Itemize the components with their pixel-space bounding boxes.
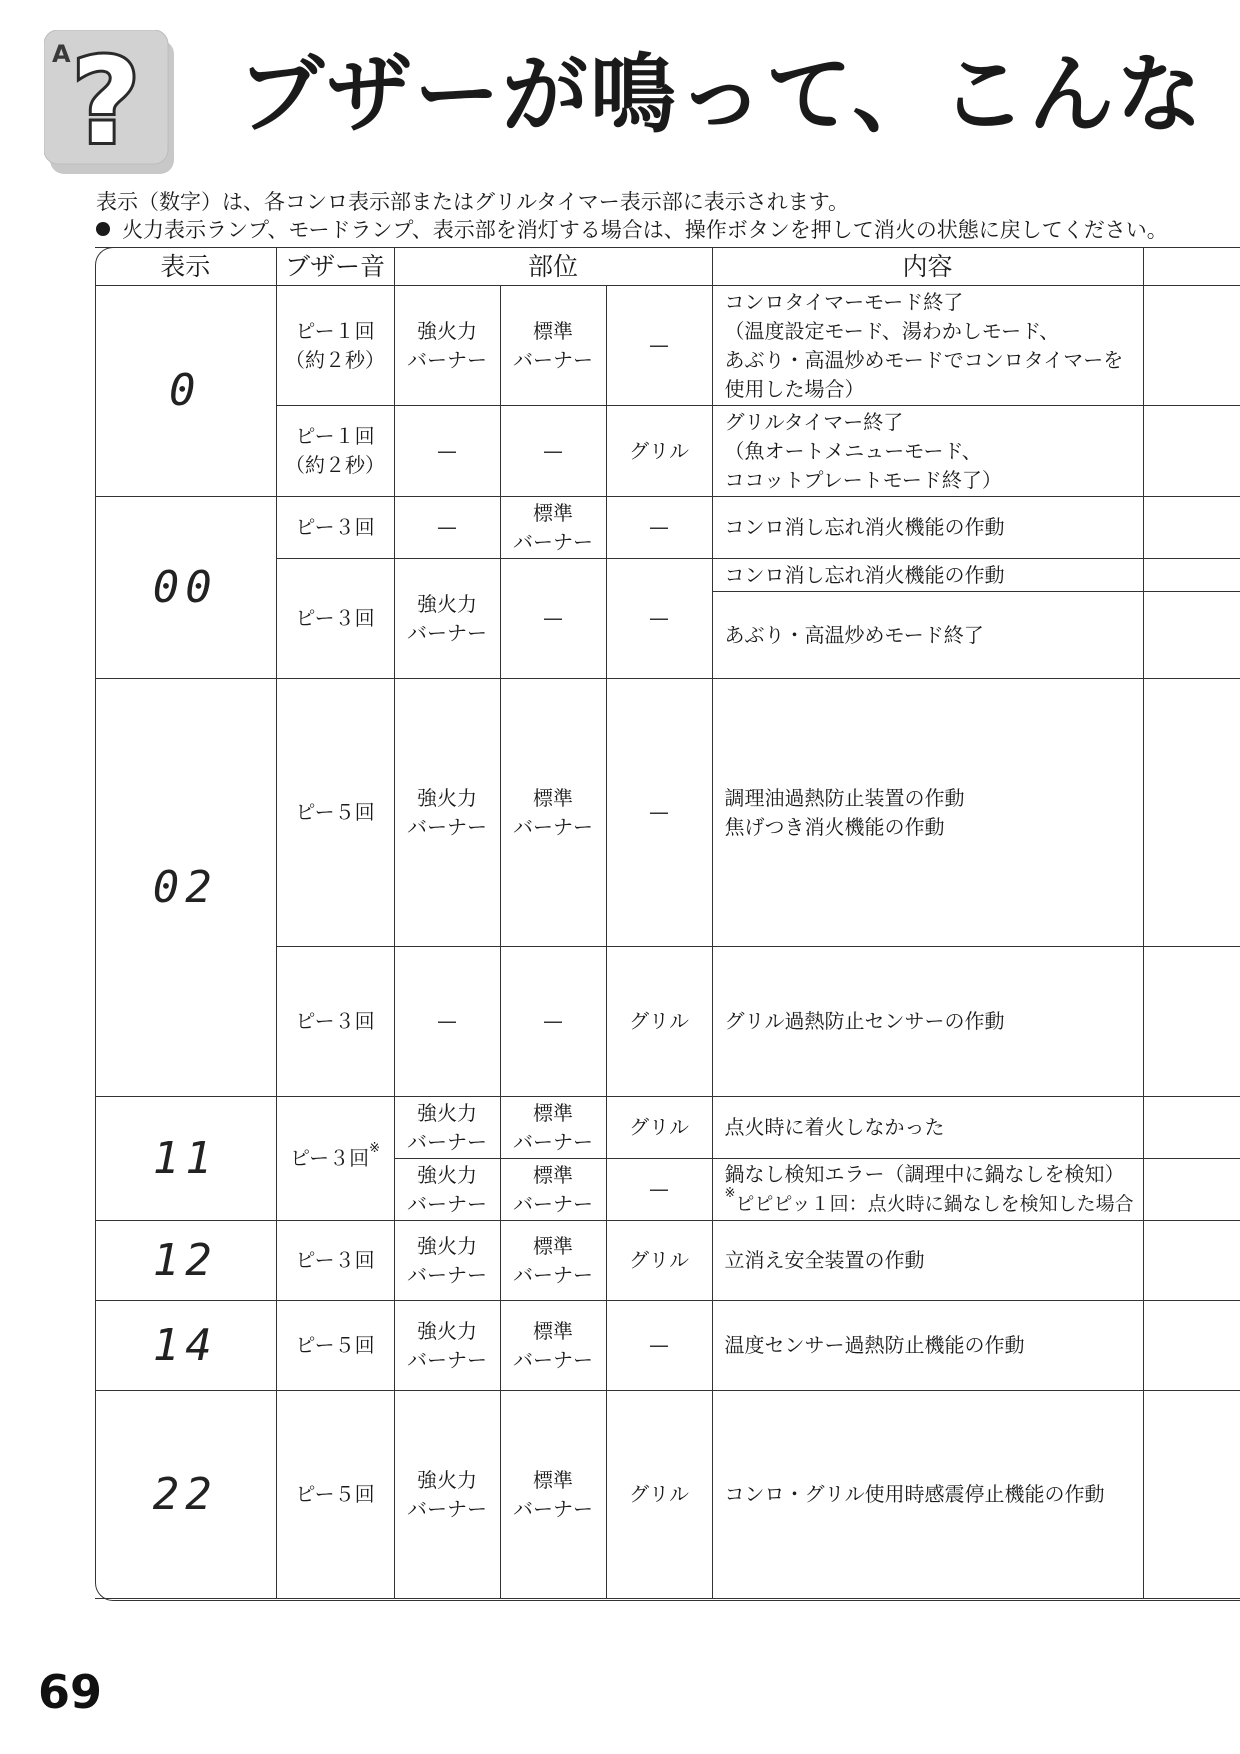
display-code-12: 12: [95, 1221, 276, 1301]
part-grill: —: [606, 286, 712, 406]
part-standard-burner: 標準 バーナー: [500, 679, 606, 947]
table-row: [95, 497, 1240, 559]
buzzer-cell: ピー５回: [276, 679, 394, 947]
part-grill: グリル: [606, 1391, 712, 1599]
extra-cell: [1143, 1221, 1240, 1301]
buzzer-cell: ピー３回※: [276, 1097, 394, 1221]
header-display: 表示: [95, 248, 276, 286]
part-standard-burner: 標準 バーナー: [500, 1097, 606, 1159]
part-standard-burner: 標準 バーナー: [500, 1221, 606, 1301]
part-grill: グリル: [606, 1221, 712, 1301]
table-row: [95, 1301, 1240, 1391]
content-cell: コンロ消し忘れ消火機能の作動: [712, 497, 1143, 559]
display-code-14: 14: [95, 1301, 276, 1391]
buzzer-cell: ピー５回: [276, 1391, 394, 1599]
extra-cell: [1143, 559, 1240, 679]
part-grill: グリル: [606, 947, 712, 1097]
buzzer-cell: ピー１回 （約２秒）: [276, 286, 394, 406]
page-number: 69: [38, 1665, 103, 1719]
part-grill: —: [606, 679, 712, 947]
part-standard-burner: 標準 バーナー: [500, 497, 606, 559]
table-row: [95, 679, 1240, 947]
display-code-22: 22: [95, 1391, 276, 1599]
content-cell: コンロ・グリル使用時感震停止機能の作動: [712, 1391, 1143, 1599]
content-cell: グリル過熱防止センサーの作動: [712, 947, 1143, 1097]
extra-cell: [1143, 1097, 1240, 1159]
extra-cell: [1143, 947, 1240, 1097]
part-standard-burner: —: [500, 406, 606, 497]
header-content: 内容: [712, 248, 1143, 286]
part-standard-burner: 標準 バーナー: [500, 286, 606, 406]
part-grill: —: [606, 1159, 712, 1221]
question-answer-icon: [44, 30, 184, 178]
content-cell: コンロ消し忘れ消火機能の作動 あぶり・高温炒めモード終了: [712, 559, 1143, 679]
part-strong-burner: —: [394, 497, 500, 559]
note-reset-instruction: [96, 214, 1168, 244]
content-cell: 立消え安全装置の作動: [712, 1221, 1143, 1301]
note-reset-text: 火力表示ランプ、モードランプ、表示部を消灯する場合は、操作ボタンを押して消火の状態に戻してください。: [122, 218, 1168, 242]
buzzer-cell: ピー１回 （約２秒）: [276, 406, 394, 497]
part-standard-burner: 標準 バーナー: [500, 1301, 606, 1391]
table-row: [95, 1097, 1240, 1159]
part-standard-burner: 標準 バーナー: [500, 1159, 606, 1221]
part-standard-burner: —: [500, 559, 606, 679]
part-strong-burner: 強火力 バーナー: [394, 1391, 500, 1599]
display-code-02: 02: [95, 679, 276, 1097]
content-cell: 鍋なし検知エラー（調理中に鍋なしを検知） ※ピピピッ１回：点火時に鍋なしを検知した場合: [712, 1159, 1143, 1221]
extra-cell: [1143, 1301, 1240, 1391]
table-row: [95, 1391, 1240, 1599]
part-standard-burner: —: [500, 947, 606, 1097]
buzzer-cell: ピー３回: [276, 497, 394, 559]
part-grill: グリル: [606, 406, 712, 497]
part-strong-burner: 強火力 バーナー: [394, 1097, 500, 1159]
part-grill: グリル: [606, 1097, 712, 1159]
table-row: [95, 1221, 1240, 1301]
part-strong-burner: 強火力 バーナー: [394, 286, 500, 406]
part-strong-burner: —: [394, 947, 500, 1097]
page-title: ブザーが鳴って、こんな: [238, 44, 1205, 145]
part-strong-burner: —: [394, 406, 500, 497]
display-code-11: 11: [95, 1097, 276, 1221]
extra-cell: [1143, 497, 1240, 559]
icon-question-mark: ?: [71, 32, 141, 170]
extra-cell: [1143, 286, 1240, 406]
part-strong-burner: 強火力 バーナー: [394, 559, 500, 679]
part-strong-burner: 強火力 バーナー: [394, 679, 500, 947]
part-grill: —: [606, 1301, 712, 1391]
buzzer-cell: ピー５回: [276, 1301, 394, 1391]
extra-cell: [1143, 1391, 1240, 1599]
buzzer-display-table: [95, 247, 1240, 1599]
header-part: 部位: [394, 248, 712, 286]
content-cell: 調理油過熱防止装置の作動 焦げつき消火機能の作動: [712, 679, 1143, 947]
part-strong-burner: 強火力 バーナー: [394, 1221, 500, 1301]
table-row: [95, 286, 1240, 406]
note-display-location: 表示（数字）は、各コンロ表示部またはグリルタイマー表示部に表示されます。: [96, 190, 850, 214]
icon-letter: A: [52, 40, 71, 68]
extra-cell: [1143, 1159, 1240, 1221]
part-strong-burner: 強火力 バーナー: [394, 1159, 500, 1221]
part-strong-burner: 強火力 バーナー: [394, 1301, 500, 1391]
content-cell: 点火時に着火しなかった: [712, 1097, 1143, 1159]
part-standard-burner: 標準 バーナー: [500, 1391, 606, 1599]
content-cell: グリルタイマー終了 （魚オートメニューモード、 ココットプレートモード終了）: [712, 406, 1143, 497]
header-extra: [1143, 248, 1240, 286]
part-grill: —: [606, 559, 712, 679]
bullet-icon: [96, 222, 110, 236]
extra-cell: [1143, 406, 1240, 497]
extra-cell: [1143, 679, 1240, 947]
content-cell: コンロタイマーモード終了 （温度設定モード、湯わかしモード、 あぶり・高温炒めモードでコンロタイマーを 使用した場合）: [712, 286, 1143, 406]
header-buzzer: ブザー音: [276, 248, 394, 286]
table-header-row: [95, 248, 1240, 286]
part-grill: —: [606, 497, 712, 559]
display-code-0: 0: [95, 286, 276, 497]
display-code-00: 00: [95, 497, 276, 679]
buzzer-cell: ピー３回: [276, 559, 394, 679]
buzzer-cell: ピー３回: [276, 947, 394, 1097]
content-cell: 温度センサー過熱防止機能の作動: [712, 1301, 1143, 1391]
buzzer-cell: ピー３回: [276, 1221, 394, 1301]
